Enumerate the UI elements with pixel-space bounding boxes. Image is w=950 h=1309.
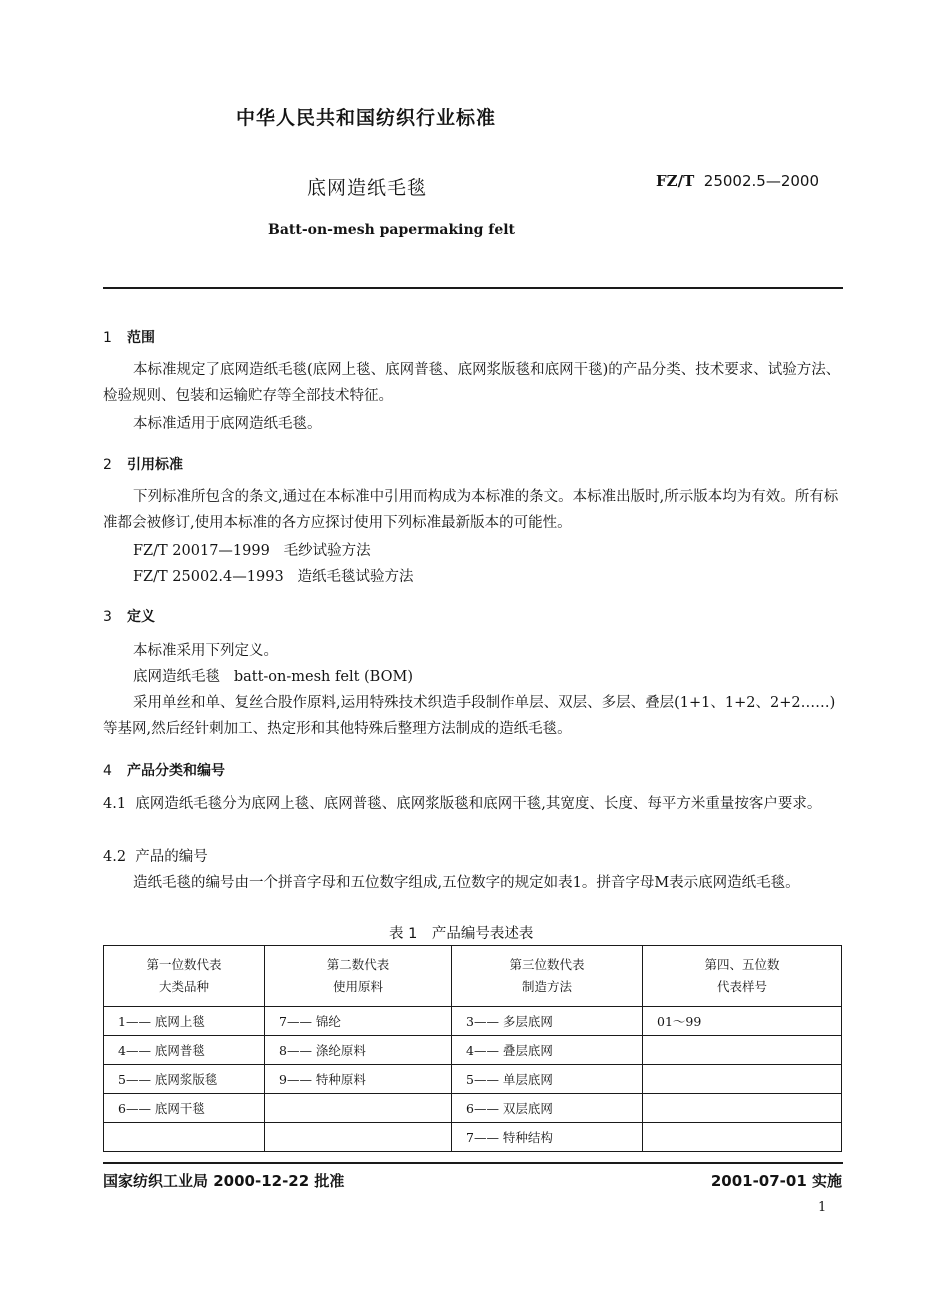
table-cell: 6—— 底网干毯 xyxy=(104,1094,265,1123)
code-number: 25002.5—2000 xyxy=(703,172,819,190)
table-header-row xyxy=(104,946,842,1007)
table-row xyxy=(104,1123,842,1152)
section-3-paragraph-1: 本标准采用下列定义。 xyxy=(133,643,278,659)
table-cell xyxy=(643,1123,842,1152)
table-cell: 5—— 单层底网 xyxy=(452,1065,643,1094)
table-cell: 5—— 底网浆版毯 xyxy=(104,1065,265,1094)
table-cell: 7—— 锦纶 xyxy=(265,1007,452,1036)
header-divider xyxy=(103,287,843,289)
section-2-paragraph: 下列标准所包含的条文,通过在本标准中引用而构成为本标准的条文。本标准出版时,所示版本均为有效。所有标准都会被修订,使用本标准的各方应探讨使用下列标准最新版本的可能性。 xyxy=(103,489,839,531)
approval-line: 国家纺织工业局 2000-12-22 批准 xyxy=(103,1172,345,1190)
standard-code xyxy=(656,172,819,190)
table-cell: 1—— 底网上毯 xyxy=(104,1007,265,1036)
table-cell xyxy=(643,1036,842,1065)
english-title: Batt-on-mesh papermaking felt xyxy=(268,222,516,238)
section-1-paragraph-2: 本标准适用于底网造纸毛毯。 xyxy=(133,416,322,432)
table-cell: 4—— 叠层底网 xyxy=(452,1036,643,1065)
table-row xyxy=(104,1007,842,1036)
definition-term: 底网造纸毛毯 batt-on-mesh felt (BOM) xyxy=(133,669,413,685)
table-cell xyxy=(104,1123,265,1152)
clause-4-2-heading: 4.2 产品的编号 xyxy=(103,849,208,865)
reference-2: FZ/T 25002.4—1993 造纸毛毯试验方法 xyxy=(133,569,414,585)
table-header-cell: 第二数代表 使用原料 xyxy=(265,946,452,1007)
section-1-paragraph-1: 本标准规定了底网造纸毛毯(底网上毯、底网普毯、底网浆版毯和底网干毯)的产品分类、技术要求、试验方法、检验规则、包装和运输贮存等全部技术特征。 xyxy=(103,362,841,404)
section-3-heading: 3 定义 xyxy=(103,609,155,625)
section-4-heading: 4 产品分类和编号 xyxy=(103,763,225,779)
footer-divider xyxy=(103,1162,843,1164)
table-cell xyxy=(643,1094,842,1123)
clause-4-2-paragraph: 造纸毛毯的编号由一个拼音字母和五位数字组成,五位数字的规定如表1。拼音字母M表示底网造纸毛毯。 xyxy=(133,875,800,891)
section-1-heading: 1 范围 xyxy=(103,330,155,346)
product-code-table xyxy=(103,945,842,1152)
table-header-cell: 第一位数代表 大类品种 xyxy=(104,946,265,1007)
section-3-definition: 采用单丝和单、复丝合股作原料,运用特殊技术织造手段制作单层、双层、多层、叠层(1+1、1+2、2+2……)等基网,然后经针刺加工、热定形和其他特殊后整理方法制成的造纸毛毯。 xyxy=(103,695,836,737)
table-header-cell: 第三位数代表 制造方法 xyxy=(452,946,643,1007)
page-number: 1 xyxy=(818,1200,827,1215)
table-row xyxy=(104,1094,842,1123)
table-row xyxy=(104,1065,842,1094)
effective-date: 2001-07-01 实施 xyxy=(710,1172,842,1190)
section-2-heading: 2 引用标准 xyxy=(103,457,183,473)
table-cell: 4—— 底网普毯 xyxy=(104,1036,265,1065)
table-cell: 8—— 涤纶原料 xyxy=(265,1036,452,1065)
org-title: 中华人民共和国纺织行业标准 xyxy=(236,107,497,129)
reference-1: FZ/T 20017—1999 毛纱试验方法 xyxy=(133,543,371,559)
doc-title: 底网造纸毛毯 xyxy=(307,177,428,199)
table-cell xyxy=(265,1123,452,1152)
table-row xyxy=(104,1036,842,1065)
table-header-cell: 第四、五位数 代表样号 xyxy=(643,946,842,1007)
table-cell: 6—— 双层底网 xyxy=(452,1094,643,1123)
table-cell xyxy=(265,1094,452,1123)
table-cell: 3—— 多层底网 xyxy=(452,1007,643,1036)
table-cell: 01～99 xyxy=(643,1007,842,1036)
table-cell xyxy=(643,1065,842,1094)
table-cell: 7—— 特种结构 xyxy=(452,1123,643,1152)
code-prefix: FZ/T xyxy=(656,172,695,190)
clause-4-1: 4.1 底网造纸毛毯分为底网上毯、底网普毯、底网浆版毯和底网干毯,其宽度、长度、每平方米重量按客户要求。 xyxy=(103,796,822,812)
table-cell: 9—— 特种原料 xyxy=(265,1065,452,1094)
table-caption: 表 1 产品编号表述表 xyxy=(389,926,534,942)
